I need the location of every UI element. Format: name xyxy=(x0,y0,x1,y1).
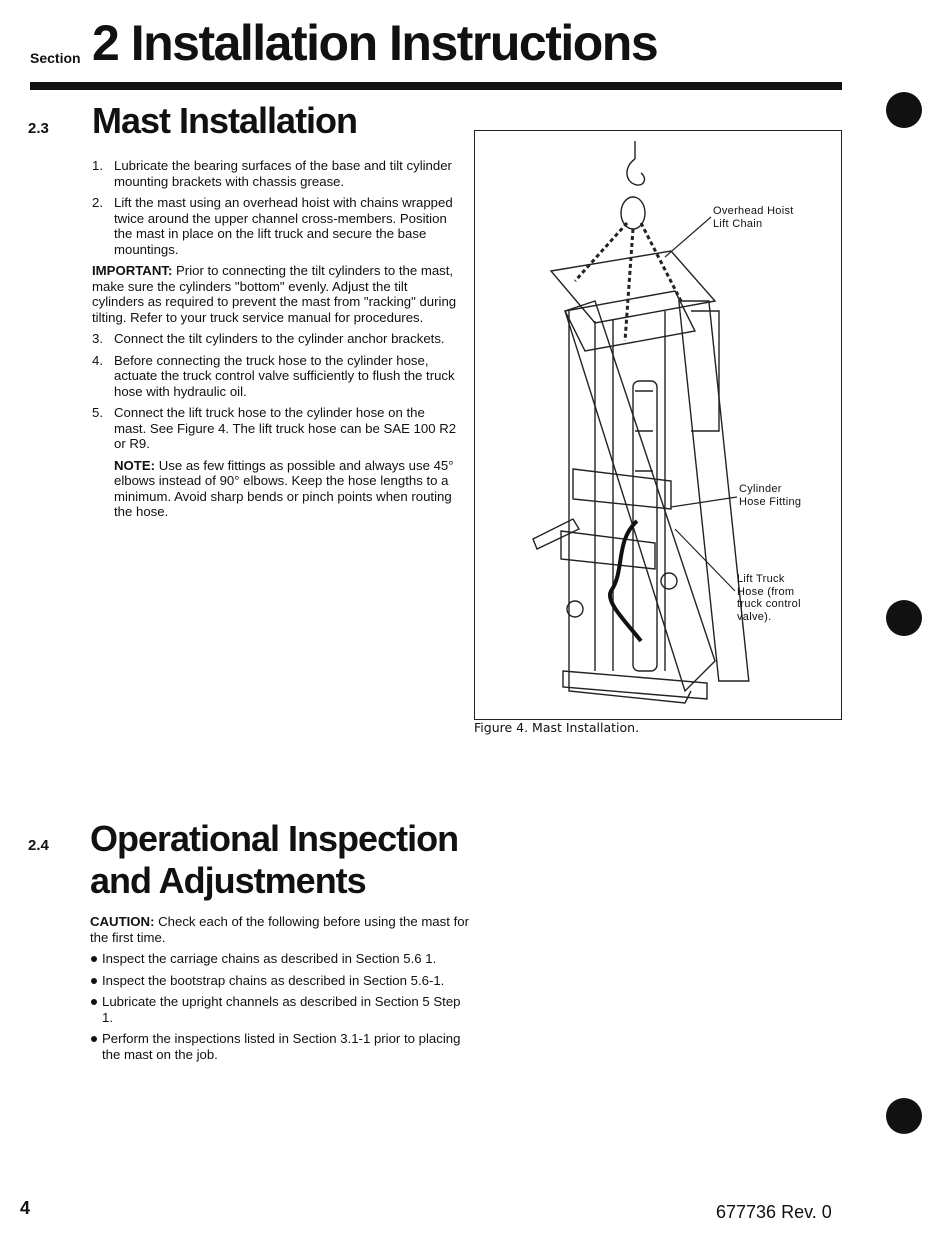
step-number: 3. xyxy=(92,331,103,346)
callout-overhead-hoist xyxy=(713,205,794,230)
leader-cylinder xyxy=(671,497,737,507)
callout-line: Lift Truck xyxy=(737,573,785,585)
page-number: 4 xyxy=(20,1198,31,1218)
tilt-pin-right xyxy=(661,573,677,589)
leader-hose xyxy=(675,529,735,591)
step-text: Connect the lift truck hose to the cylinder hose on the mast. See Figure 4. The lift truck hose can be SAE 100 R2 or R9. xyxy=(114,405,457,451)
callout-line: Overhead Hoist xyxy=(713,205,794,217)
callout-line: Hose (from xyxy=(737,585,795,598)
mast-side-plate xyxy=(691,311,719,431)
document-number: 677736 Rev. 0 xyxy=(716,1202,832,1222)
hoist-hook xyxy=(627,159,645,185)
step-text: Lift the mast using an overhead hoist with chains wrapped twice around the upper channel cross-members. Position the mast in place on the lift truck and secure the base mountings. xyxy=(114,195,453,257)
callout-line: Cylinder xyxy=(739,483,782,495)
heading-line-1: Operational Inspection xyxy=(90,818,459,859)
bullet-item: Inspect the carriage chains as described in Section 5.6 1. xyxy=(90,951,470,967)
mast-top-frame xyxy=(565,291,695,351)
figure-caption: Figure 4. Mast Installation. xyxy=(474,720,640,735)
figure-frame xyxy=(474,130,842,720)
step-item xyxy=(92,158,458,189)
step-item xyxy=(92,353,458,400)
note-label: NOTE: xyxy=(114,457,156,473)
carriage-crossbar xyxy=(573,469,671,509)
heading-line-2: and Adjustments xyxy=(90,860,366,901)
note-text: Use as few fittings as possible and always use 45° elbows instead of 90° elbows. Keep the hose lengths to a minimum. Avoid sharp bends or pinch points when routing the hose. xyxy=(114,457,454,519)
page-title: 2 Installation Instructions xyxy=(92,15,658,71)
step-text: Lubricate the bearing surfaces of the base and tilt cylinder mounting brackets with chassis grease. xyxy=(114,158,452,189)
caution-paragraph xyxy=(90,914,470,945)
important-text: Prior to connecting the tilt cylinders to the mast, make sure the cylinders "bottom" evenly. Adjust the tilt cylinders as required to prevent the mast from "racking" during tilting. Refer to your truck service manual for procedures. xyxy=(92,263,457,325)
section-label: Section xyxy=(30,50,81,66)
binder-hole-bottom xyxy=(886,1098,922,1134)
section-number-2-3: 2.3 xyxy=(28,120,49,137)
callout-cylinder-hose-fitting xyxy=(739,483,801,508)
step-item xyxy=(92,405,458,520)
important-paragraph xyxy=(92,263,458,325)
binder-hole-middle xyxy=(886,600,922,636)
steps-list-continued xyxy=(92,331,458,520)
binder-hole-top xyxy=(886,92,922,128)
mount-bracket-left xyxy=(533,519,579,549)
mast-base xyxy=(563,671,707,699)
step-text: Connect the tilt cylinders to the cylinder anchor brackets. xyxy=(114,331,445,346)
callout-lift-truck-hose xyxy=(737,573,801,623)
step-text: Before connecting the truck hose to the cylinder hose, actuate the truck control valve sufficiently to flush the truck hose with hydraulic oil. xyxy=(114,352,455,399)
step-item xyxy=(92,195,458,257)
inspection-body xyxy=(90,914,470,1068)
mast-installation-body xyxy=(92,158,458,526)
header-rule xyxy=(30,82,842,90)
step-number: 2. xyxy=(92,195,103,210)
step-number: 1. xyxy=(92,158,103,173)
bullet-item: Inspect the bootstrap chains as described in Section 5.6-1. xyxy=(90,973,470,989)
step-number: 4. xyxy=(92,352,103,368)
lift-chain-center xyxy=(625,229,633,341)
section-number-2-4: 2.4 xyxy=(28,837,49,854)
caution-label: CAUTION: xyxy=(90,914,155,929)
heading-mast-installation: Mast Installation xyxy=(92,100,358,141)
note-paragraph xyxy=(114,458,458,520)
caution-text: Check each of the following before using the mast for the first time. xyxy=(90,914,469,945)
step-number: 5. xyxy=(92,405,103,420)
callout-line: truck control xyxy=(737,598,801,610)
mast-rail-left xyxy=(565,301,715,691)
callout-line: Lift Chain xyxy=(713,217,763,230)
inspection-bullet-list xyxy=(90,951,470,1062)
bullet-item: Perform the inspections listed in Section 3.1-1 prior to placing the mast on the job. xyxy=(90,1031,470,1062)
bullet-item: Lubricate the upright channels as described in Section 5 Step 1. xyxy=(90,994,470,1025)
leader-hoist xyxy=(665,217,711,257)
lift-chain-left xyxy=(575,223,627,281)
step-item xyxy=(92,331,458,347)
steps-list xyxy=(92,158,458,257)
callout-line: valve). xyxy=(737,610,772,623)
cylinder-chain-marks xyxy=(635,391,653,471)
callout-line: Hose Fitting xyxy=(739,495,802,508)
upper-crossmember xyxy=(551,251,715,323)
heading-operational-inspection xyxy=(90,818,458,902)
important-label: IMPORTANT: xyxy=(92,263,173,278)
lift-chain-right xyxy=(641,223,681,301)
